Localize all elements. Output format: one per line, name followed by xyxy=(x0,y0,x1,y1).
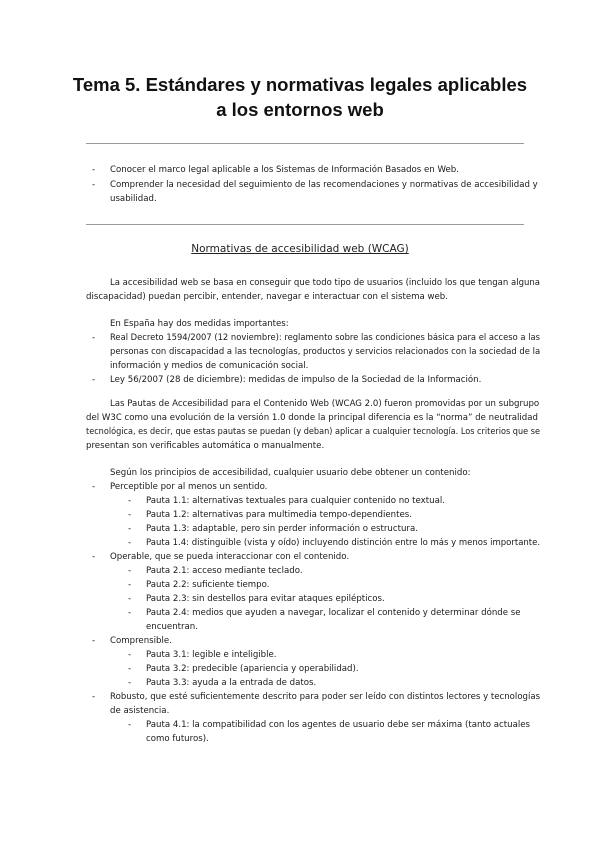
list-dash: - xyxy=(128,496,132,506)
pauta-item: Pauta 2.4: medios que ayuden a navegar, localizar el contenido y determinar dónde se xyxy=(146,608,521,618)
title-line-2: a los entornos web xyxy=(216,99,384,120)
paragraph-line: tecnológica, es decir, que estas pautas se puedan (y deban) aplicar a cualquier tecnología. Los criterios que se xyxy=(86,427,540,437)
paragraph-line: Las Pautas de Accesibilidad para el Contenido Web (WCAG 2.0) fueron promovidas por un subgrupo xyxy=(110,399,540,409)
list-dash: - xyxy=(92,375,96,385)
list-dash: - xyxy=(128,720,132,730)
list-dash: - xyxy=(128,538,132,548)
pauta-item: Pauta 1.3: adaptable, pero sin perder información o estructura. xyxy=(146,524,418,534)
list-dash: - xyxy=(92,636,96,646)
pauta-item: Pauta 2.2: suficiente tiempo. xyxy=(146,580,270,590)
list-dash: - xyxy=(128,594,132,604)
section-title: Normativas de accesibilidad web (WCAG) xyxy=(191,243,409,255)
principle-label: Robusto, que esté suficientemente descrito para poder ser leído con distintos lectores y tecnologías xyxy=(110,692,541,702)
principle-label: Comprensible. xyxy=(110,636,172,646)
list-dash: - xyxy=(128,580,132,590)
pauta-item: Pauta 1.2: alternativas para multimedia tempo-dependientes. xyxy=(146,510,412,520)
middle-divider xyxy=(86,224,524,225)
list-dash: - xyxy=(128,510,132,520)
pauta-item: Pauta 3.1: legible e inteligible. xyxy=(146,650,277,660)
paragraph-line: presentan son verificables automática o manualmente. xyxy=(86,441,325,451)
objective-item: Comprender la necesidad del seguimiento de las recomendaciones y normativas de accesibilidad y xyxy=(110,180,538,190)
list-dash: - xyxy=(128,650,132,660)
page-title xyxy=(60,72,540,122)
objective-item-continuation: usabilidad. xyxy=(110,194,157,204)
law-item: Ley 56/2007 (28 de diciembre): medidas de impulso de la Sociedad de la Información. xyxy=(110,375,482,385)
pauta-item: Pauta 4.1: la compatibilidad con los agentes de usuario debe ser máxima (tanto actuales xyxy=(146,720,531,730)
objective-item: Conocer el marco legal aplicable a los Sistemas de Información Basados en Web. xyxy=(110,165,459,175)
list-dash: - xyxy=(128,524,132,534)
pauta-item: Pauta 1.1: alternativas textuales para cualquier contenido no textual. xyxy=(146,496,445,506)
list-dash: - xyxy=(92,552,96,562)
objective-dash: - xyxy=(92,180,96,190)
paragraph-line: del W3C como una evolución de la versión 1.0 donde la principal diferencia es la “norma” de neutralidad xyxy=(86,413,538,423)
pauta-item-continuation: como futuros). xyxy=(146,734,209,744)
list-dash: - xyxy=(92,482,96,492)
law-item: Real Decreto 1594/2007 (12 noviembre): reglamento sobre las condiciones básica para el acceso a las xyxy=(110,333,541,343)
pauta-item: Pauta 3.3: ayuda a la entrada de datos. xyxy=(146,678,317,688)
pauta-item: Pauta 3.2: predecible (apariencia y operabilidad). xyxy=(146,664,359,674)
principles-intro: Según los principios de accesibilidad, cualquier usuario debe obtener un contenido: xyxy=(110,468,471,478)
pauta-item-continuation: encuentran. xyxy=(146,622,198,632)
list-dash: - xyxy=(128,678,132,688)
spain-intro: En España hay dos medidas importantes: xyxy=(110,319,289,329)
paragraph-line: discapacidad) puedan percibir, entender, navegar e interactuar con el sistema web. xyxy=(86,292,448,302)
list-dash: - xyxy=(92,333,96,343)
pauta-item: Pauta 2.3: sin destellos para evitar ataques epilépticos. xyxy=(146,594,385,604)
principle-label: Operable, que se pueda interaccionar con el contenido. xyxy=(110,552,350,562)
pauta-item: Pauta 1.4: distinguible (vista y oído) incluyendo distinción entre lo más y menos importante. xyxy=(146,538,541,548)
principle-label: Perceptible por al menos un sentido. xyxy=(110,482,268,492)
title-line-1: Tema 5. Estándares y normativas legales aplicables xyxy=(72,74,528,95)
top-divider xyxy=(86,143,524,144)
principle-label-continuation: de asistencia. xyxy=(110,706,170,716)
list-dash: - xyxy=(128,664,132,674)
law-item: personas con discapacidad a las tecnologías, productos y servicios relacionados con la sociedad de la xyxy=(110,347,541,357)
paragraph-line: La accesibilidad web se basa en conseguir que todo tipo de usuarios (incluido los que tengan alguna xyxy=(110,278,541,288)
law-item: información y medios de comunicación social. xyxy=(110,361,309,371)
pauta-item: Pauta 2.1: acceso mediante teclado. xyxy=(146,566,303,576)
list-dash: - xyxy=(128,608,132,618)
list-dash: - xyxy=(92,692,96,702)
list-dash: - xyxy=(128,566,132,576)
objective-dash: - xyxy=(92,165,96,175)
